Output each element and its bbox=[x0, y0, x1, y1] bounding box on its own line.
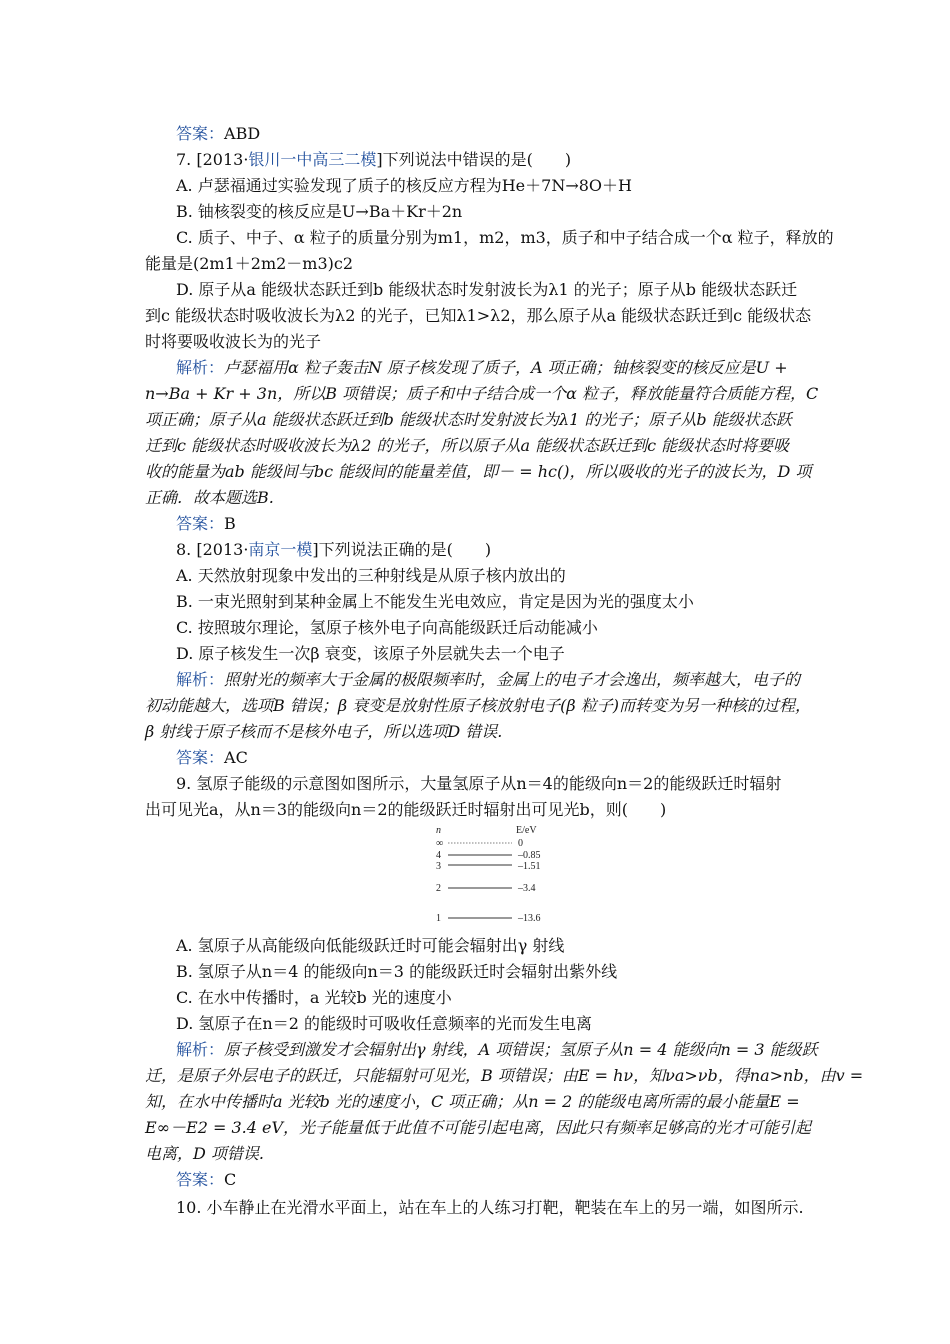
q7-answer-line bbox=[176, 511, 816, 537]
level-e: –1.51 bbox=[518, 861, 541, 872]
analysis-label: 解析： bbox=[176, 1040, 225, 1059]
analysis-text: 照射光的频率大于金属的极限频率时，金属上的电子才会逸出，频率越大，电子的 bbox=[224, 670, 801, 689]
answer-value: ABD bbox=[224, 124, 261, 143]
q8-option-a: A. 天然放射现象中发出的三种射线是从原子核内放出的 bbox=[176, 566, 566, 585]
q9-option-d: D. 氢原子在n＝2 的能级时可吸收任意频率的光而发生电离 bbox=[176, 1014, 593, 1033]
diagram-n-label: n bbox=[436, 825, 441, 836]
q9-stem-line2: 出可见光a，从n＝3的能级向n＝2的能级跃迁时辐射出可见光b，则( ) bbox=[145, 800, 667, 819]
q9-analysis-line bbox=[176, 1037, 816, 1063]
q8-answer-line bbox=[176, 745, 816, 771]
answer-label: 答案： bbox=[176, 124, 225, 143]
q8-option-d: D. 原子核发生一次β 衰变，该原子外层就失去一个电子 bbox=[176, 644, 565, 663]
q9-analysis-line: E∞－E2 = 3.4 eV，光子能量低于此值不可能引起电离，因此只有频率足够高的光才可能引起 bbox=[145, 1118, 812, 1137]
q7-option-d-line2: 到c 能级状态时吸收波长为λ2 的光子，已知λ1>λ2，那么原子从a 能级状态跃迁到c 能级状态 bbox=[145, 306, 812, 325]
q7-analysis-line: 收的能量为ab 能级间与bc 能级间的能量差值，即－ = hc()，所以吸收的光子的波长为，D 项 bbox=[145, 462, 812, 481]
q9-analysis-line: 电离，D 项错误. bbox=[145, 1144, 265, 1163]
level-n: 3 bbox=[436, 861, 441, 872]
q7-analysis-line: 项正确；原子从a 能级状态跃迁到b 能级状态时发射波长为λ1 的光子；原子从b 能级状态跃 bbox=[145, 410, 792, 429]
q9-option-b: B. 氢原子从n＝4 的能级向n＝3 的能级跃迁时会辐射出紫外线 bbox=[176, 962, 618, 981]
level-n: 1 bbox=[436, 913, 441, 924]
answer-label: 答案： bbox=[176, 1170, 225, 1189]
q9-answer-line bbox=[176, 1167, 816, 1193]
q8-analysis-line: 初动能越大，选项B 错误；β 衰变是放射性原子核放射电子(β 粒子)而转变为另一种核的过程， bbox=[145, 696, 812, 715]
question-source: 南京一模 bbox=[248, 540, 313, 559]
level-n: ∞ bbox=[436, 838, 444, 849]
energy-level-diagram bbox=[434, 824, 564, 928]
q9-stem-line1: 9. 氢原子能级的示意图如图所示，大量氢原子从n＝4的能级向n＝2的能级跃迁时辐射 bbox=[176, 774, 782, 793]
answer-value: B bbox=[224, 514, 236, 533]
q7-stem bbox=[176, 147, 816, 173]
q9-option-a: A. 氢原子从高能级向低能级跃迁时可能会辐射出γ 射线 bbox=[176, 936, 565, 955]
q9-option-c: C. 在水中传播时，a 光较b 光的速度小 bbox=[176, 988, 452, 1007]
diagram-e-label: E/eV bbox=[516, 825, 537, 836]
q7-analysis-line: 迁到c 能级状态时吸收波长为λ2 的光子，所以原子从a 能级状态跃迁到c 能级状态时将要吸 bbox=[145, 436, 790, 455]
q9-analysis-line: 知，在水中传播时a 光较b 光的速度小，C 项正确；从n = 2 的能级电离所需的最小能量E = bbox=[145, 1092, 800, 1111]
q7-option-c-line2: 能量是(2m1＋2m2－m3)c2 bbox=[145, 254, 354, 273]
level-n: 4 bbox=[436, 850, 441, 861]
level-n: 2 bbox=[436, 883, 441, 894]
answer-label: 答案： bbox=[176, 748, 225, 767]
level-e: –13.6 bbox=[518, 913, 541, 924]
q6-answer-line bbox=[176, 121, 816, 147]
q7-analysis-line bbox=[176, 355, 816, 381]
analysis-label: 解析： bbox=[176, 670, 225, 689]
q10-stem-line1: 10. 小车静止在光滑水平面上，站在车上的人练习打靶，靶装在车上的另一端，如图所示. bbox=[176, 1198, 804, 1217]
q7-option-d-line3: 时将要吸收波长为的光子 bbox=[145, 332, 322, 351]
answer-value: AC bbox=[224, 748, 248, 767]
analysis-label: 解析： bbox=[176, 358, 225, 377]
q7-option-a: A. 卢瑟福通过实验发现了质子的核反应方程为He＋7N→8O＋H bbox=[176, 176, 632, 195]
q7-option-b: B. 铀核裂变的核反应是U→Ba＋Kr＋2n bbox=[176, 202, 463, 221]
question-number: 7. [2013· bbox=[176, 150, 249, 169]
q8-stem bbox=[176, 537, 816, 563]
q7-analysis-line: 正确．故本题选B. bbox=[145, 488, 274, 507]
question-source: 银川一中高三二模 bbox=[248, 150, 377, 169]
question-stem: ]下列说法正确的是( ) bbox=[312, 540, 492, 559]
q7-option-c-line1: C. 质子、中子、α 粒子的质量分别为m1，m2，m3，质子和中子结合成一个α 粒子，释放的 bbox=[176, 228, 834, 247]
q9-analysis-line: 迁，是原子外层电子的跃迁，只能辐射可见光，B 项错误；由E = hν，知νa>νb，得na>nb，由v = bbox=[145, 1066, 864, 1085]
level-e: –3.4 bbox=[518, 883, 536, 894]
q7-analysis-line: n→Ba + Kr + 3n，所以B 项错误；质子和中子结合成一个α 粒子，释放能量符合质能方程，C bbox=[145, 384, 819, 403]
question-stem: ]下列说法中错误的是( ) bbox=[376, 150, 572, 169]
question-number: 8. [2013· bbox=[176, 540, 249, 559]
answer-value: C bbox=[224, 1170, 237, 1189]
q8-option-c: C. 按照玻尔理论，氢原子核外电子向高能级跃迁后动能减小 bbox=[176, 618, 598, 637]
answer-label: 答案： bbox=[176, 514, 225, 533]
level-e: –0.85 bbox=[518, 850, 541, 861]
q8-analysis-line bbox=[176, 667, 816, 693]
q8-option-b: B. 一束光照射到某种金属上不能发生光电效应，肯定是因为光的强度太小 bbox=[176, 592, 694, 611]
analysis-text: 卢瑟福用α 粒子轰击N 原子核发现了质子，A 项正确；铀核裂变的核反应是U + bbox=[224, 358, 788, 377]
q7-option-d-line1: D. 原子从a 能级状态跃迁到b 能级状态时发射波长为λ1 的光子；原子从b 能级状态跃迁 bbox=[176, 280, 798, 299]
analysis-text: 原子核受到激发才会辐射出γ 射线，A 项错误；氢原子从n = 4 能级向n = 3 能级跃 bbox=[224, 1040, 818, 1059]
level-e: 0 bbox=[518, 838, 523, 849]
q8-analysis-line: β 射线于原子核而不是核外电子，所以选项D 错误. bbox=[145, 722, 503, 741]
